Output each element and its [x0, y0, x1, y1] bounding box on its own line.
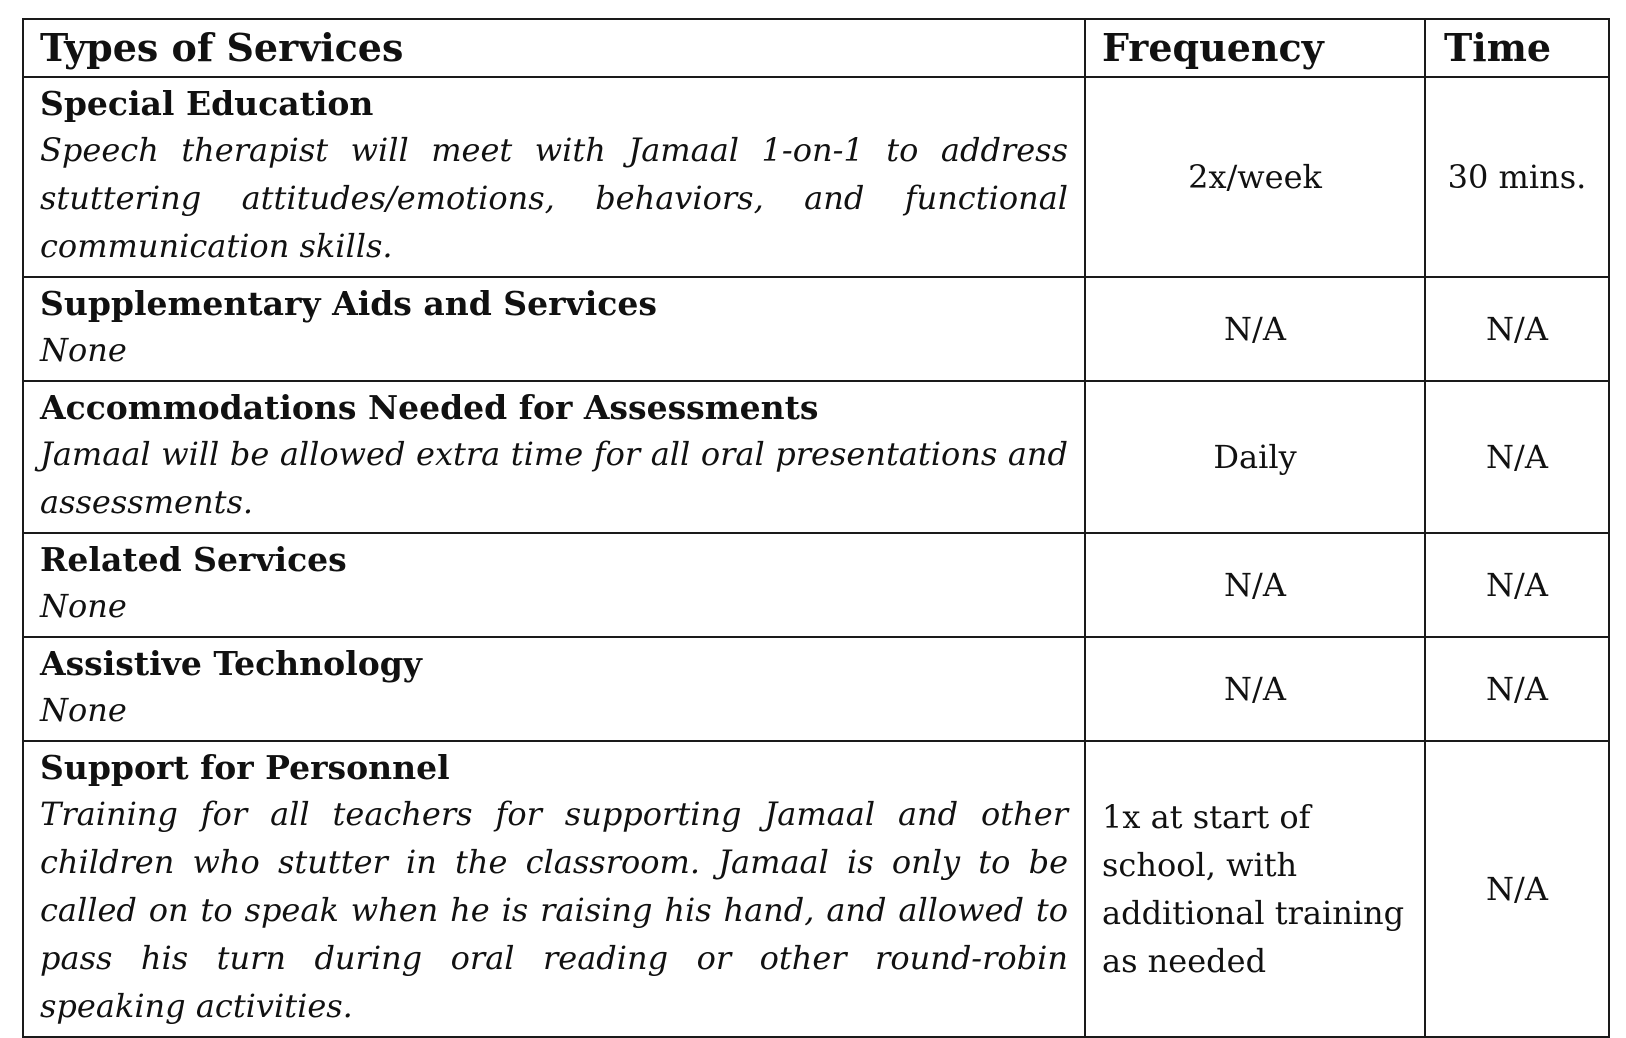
services-table — [22, 18, 1610, 1038]
service-title: Special Education — [40, 84, 374, 123]
frequency-cell: N/A — [1085, 277, 1425, 381]
service-description: Jamaal will be allowed extra time for all oral presentations and assessments. — [40, 435, 1068, 521]
service-description: Training for all teachers for supporting Jamaal and other children who stutter in the classroom. Jamaal is only to be called on to speak when he is raising his hand, and allowed to pass his turn during oral reading or other round-robin speaking activities. — [40, 795, 1068, 1025]
table-row — [23, 277, 1609, 381]
service-description: None — [40, 331, 127, 369]
service-cell — [23, 741, 1085, 1037]
header-frequency: Frequency — [1085, 19, 1425, 77]
time-cell: N/A — [1425, 381, 1609, 533]
header-types-of-services: Types of Services — [23, 19, 1085, 77]
table-row — [23, 77, 1609, 277]
table-header-row — [23, 19, 1609, 77]
service-description: None — [40, 691, 127, 729]
service-description: Speech therapist will meet with Jamaal 1-on-1 to address stuttering attitudes/emotions, behaviors, and functional communication skills. — [40, 131, 1068, 265]
time-cell: N/A — [1425, 533, 1609, 637]
service-cell — [23, 77, 1085, 277]
service-title: Related Services — [40, 540, 347, 579]
service-description: None — [40, 587, 127, 625]
time-cell: 30 mins. — [1425, 77, 1609, 277]
service-cell — [23, 637, 1085, 741]
table-row — [23, 637, 1609, 741]
frequency-cell: Daily — [1085, 381, 1425, 533]
table-row — [23, 381, 1609, 533]
service-cell — [23, 277, 1085, 381]
time-cell: N/A — [1425, 637, 1609, 741]
time-cell: N/A — [1425, 741, 1609, 1037]
table-row — [23, 741, 1609, 1037]
service-title: Support for Personnel — [40, 748, 450, 787]
frequency-cell: N/A — [1085, 533, 1425, 637]
header-time: Time — [1425, 19, 1609, 77]
service-title: Accommodations Needed for Assessments — [40, 388, 819, 427]
service-cell — [23, 381, 1085, 533]
table-row — [23, 533, 1609, 637]
service-title: Assistive Technology — [40, 644, 422, 683]
frequency-cell: N/A — [1085, 637, 1425, 741]
frequency-cell: 1x at start of school, with additional training as needed — [1085, 741, 1425, 1037]
time-cell: N/A — [1425, 277, 1609, 381]
service-title: Supplementary Aids and Services — [40, 284, 657, 323]
frequency-cell: 2x/week — [1085, 77, 1425, 277]
service-cell — [23, 533, 1085, 637]
